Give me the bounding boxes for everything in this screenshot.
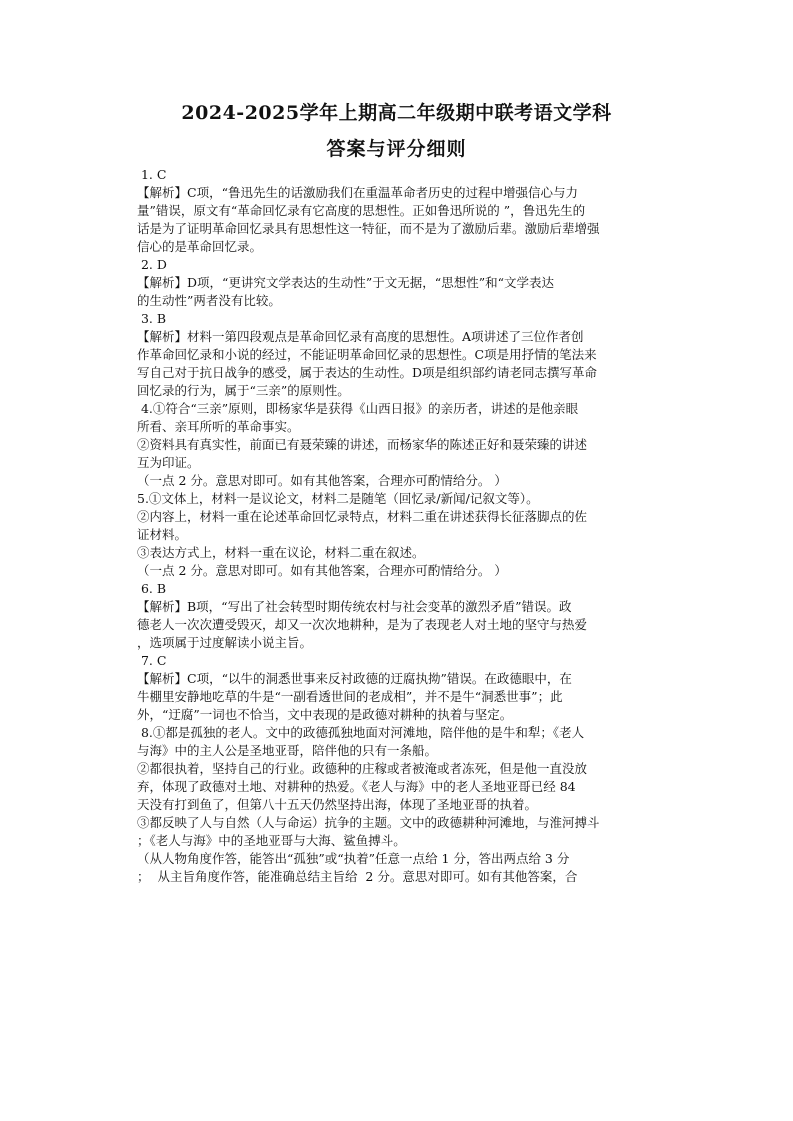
text-line: 6. B [137, 581, 167, 596]
text-line: ②资料具有真实性，前面已有聂荣臻的讲述，而杨家华的陈述正好和聂荣臻的讲述 [137, 437, 588, 452]
text-line: 写自己对于抗日战争的感受，属于表达的生动性。D项是组织部约请老同志撰写革命 [137, 365, 598, 380]
text-line: ②都很执着，坚持自己的行业。政德种的庄稼或者被淹或者冻死，但是他一直没放 [137, 761, 588, 776]
text-line: 作革命回忆录和小说的经过，不能证明革命回忆录的思想性。C项是用抒情的笔法来 [137, 347, 597, 362]
text-line: 4.①符合“三亲”原则，即杨家华是获得《山西日报》的亲历者，讲述的是他亲眼 [137, 401, 579, 416]
text-line: ②内容上，材料一重在论述革命回忆录特点，材料二重在讲述获得长征落脚点的佐 [137, 509, 588, 524]
text-line: 8.①都是孤独的老人。文中的政德孤独地面对河滩地，陪伴他的是牛和犁；《老人 [137, 725, 585, 740]
text-line: 弃，体现了政德对土地、对耕种的热爱。《老人与海》中的老人圣地亚哥已经 84 [137, 779, 576, 794]
text-line: 【解析】C项，“鲁迅先生的话激励我们在重温革命者历史的过程中增强信心与力 [137, 185, 578, 200]
text-line: 所看、亲耳所听的革命事实。 [137, 419, 300, 434]
text-line: 牛棚里安静地吃草的牛是“一副看透世间的老成相”，并不是牛“洞悉世事”；此 [137, 689, 563, 704]
text-line: 外，“迂腐”一词也不恰当，文中表现的是政德对耕种的执着与坚定。 [137, 707, 513, 722]
text-line: （从人物角度作答，能答出“孤独”或“执着”任意一点给 1 分，答出两点给 3 分 [137, 851, 570, 866]
text-line: ；《老人与海》中的圣地亚哥与大海、鲨鱼搏斗。 [137, 833, 406, 848]
text-line: 与海》中的主人公是圣地亚哥，陪伴他的只有一条船。 [137, 743, 438, 758]
text-line: 信心的是革命回忆录。 [137, 239, 263, 254]
text-line: 2. D [137, 257, 167, 272]
text-line: 互为印证。 [137, 455, 200, 470]
answer-content [137, 166, 637, 886]
text-line: 量”错误，原文有“革命回忆录有它高度的思想性。正如鲁迅所说的 ”，鲁迅先生的 [137, 203, 586, 218]
text-line: 回忆录的行为，属于“三亲”的原则性。 [137, 383, 350, 398]
text-line: （一点 2 分。意思对即可。如有其他答案，合理亦可酌情给分。 ） [137, 473, 507, 488]
text-line: 话是为了证明革命回忆录具有思想性这一特征，而不是为了激励后辈。激励后辈增强 [137, 221, 600, 236]
text-line: 的生动性”两者没有比较。 [137, 293, 281, 308]
text-line: ，选项属于过度解读小说主旨。 [137, 635, 313, 650]
text-line: 1. C [137, 167, 167, 182]
page-title: 2024-2025学年上期高二年级期中联考语文学科 [181, 102, 612, 124]
text-line: （一点 2 分。意思对即可。如有其他答案，合理亦可酌情给分。 ） [137, 563, 507, 578]
text-line: ； 从主旨角度作答，能准确总结主旨给 2 分。意思对即可。如有其他答案，合 [137, 869, 578, 884]
text-line: 天没有打到鱼了，但第八十五天仍然坚持出海，体现了圣地亚哥的执着。 [137, 797, 538, 812]
text-line: 3. B [137, 311, 167, 326]
text-line: 【解析】B项，“写出了社会转型时期传统农村与社会变革的激烈矛盾”错误。政 [137, 599, 572, 614]
text-line: 5.①文体上，材料一是议论文，材料二是随笔（回忆录/新闻/记叙文等）。 [137, 491, 539, 506]
text-line: ③都反映了人与自然（人与命运）抗争的主题。文中的政德耕种河滩地，与淮河搏斗 [137, 815, 600, 830]
text-line: 【解析】材料一第四段观点是革命回忆录有高度的思想性。A项讲述了三位作者创 [137, 329, 584, 344]
text-line: 【解析】D项，“更讲究文学表达的生动性”于文无据，“思想性”和“文学表达 [137, 275, 554, 290]
text-line: 7. C [137, 653, 167, 668]
text-line: 证材料。 [137, 527, 188, 542]
text-line: 德老人一次次遭受毁灭，却又一次次地耕种，是为了表现老人对土地的坚守与热爱 [137, 617, 588, 632]
text-line: ③表达方式上，材料一重在议论，材料二重在叙述。 [137, 545, 425, 560]
page-subtitle: 答案与评分细则 [326, 138, 467, 160]
text-line: 【解析】C项，“以牛的洞悉世事来反衬政德的迂腐执拗”错误。在政德眼中，在 [137, 671, 572, 686]
